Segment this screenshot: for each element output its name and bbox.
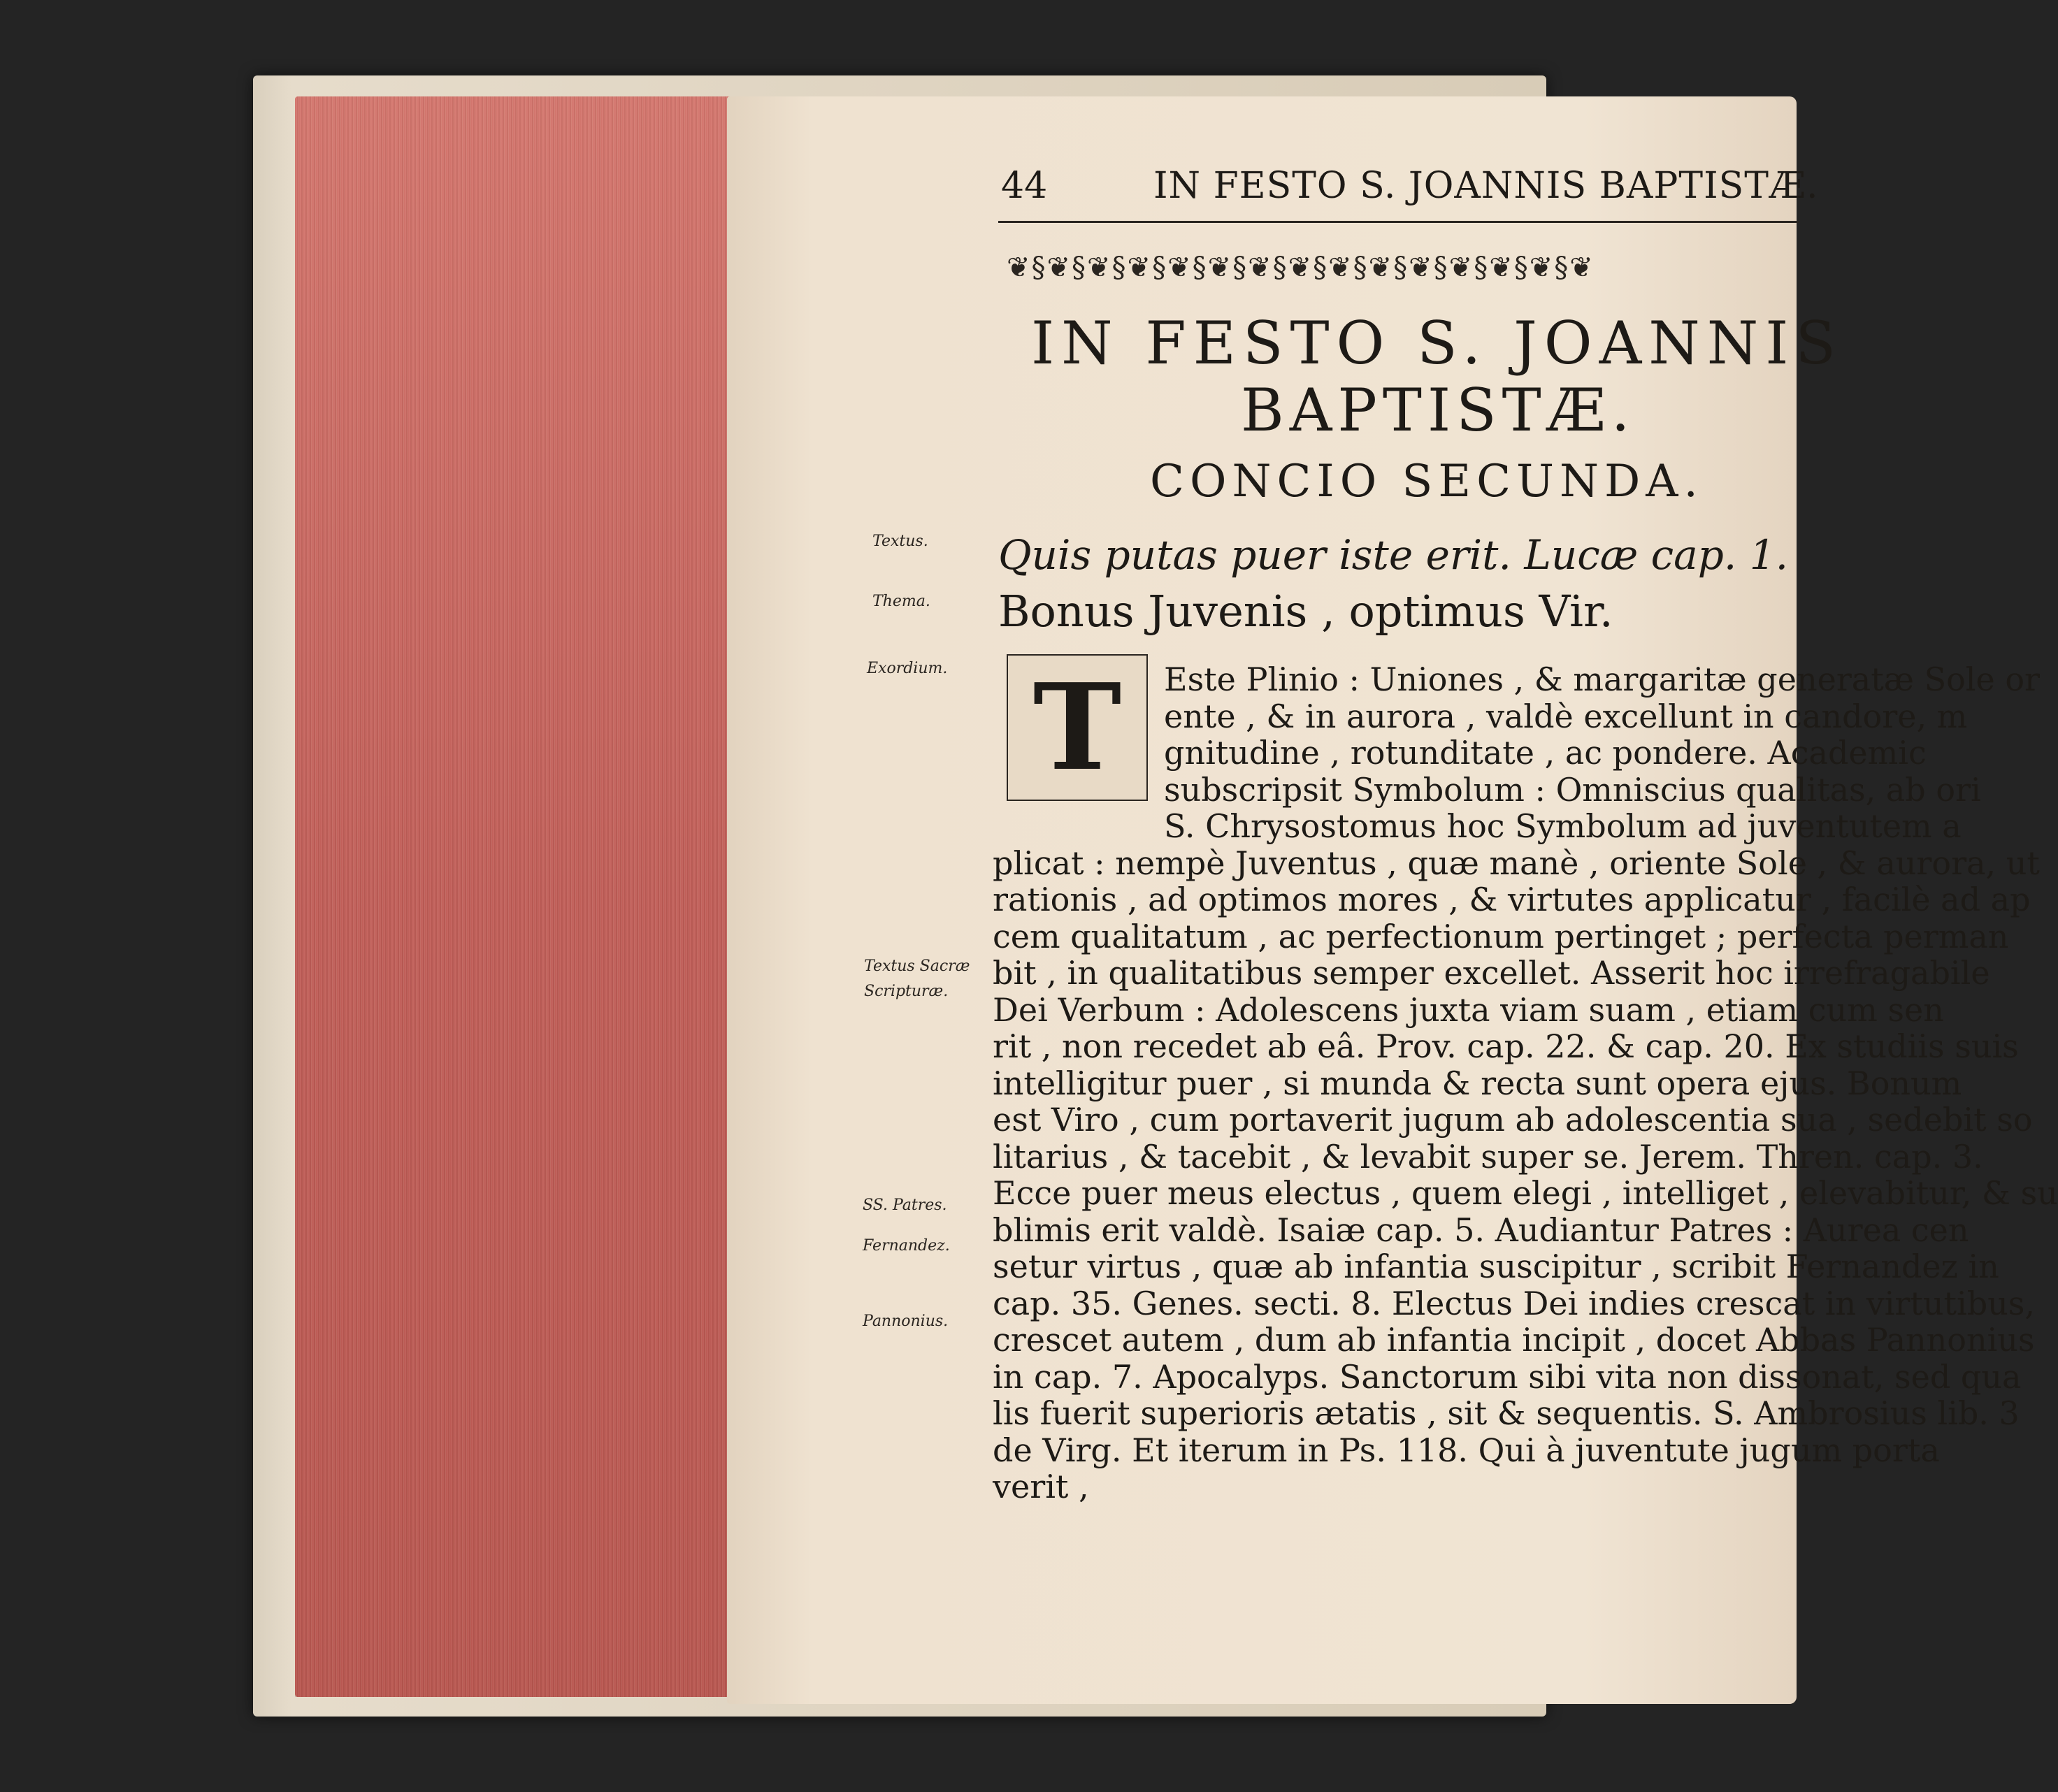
body-line: blimis erit valdè. Isaiæ cap. 5. Audiantur Patres : Aurea cen <box>993 1211 1969 1249</box>
subtitle: CONCIO SECUNDA. <box>1150 456 1704 507</box>
margin-note-scripturae: Scripturæ. <box>864 983 949 1000</box>
body-line: rit , non recedet ab eâ. Prov. cap. 22. & cap. 20. Ex studiis suis <box>993 1027 2019 1065</box>
thema-line: Bonus Juvenis , optimus Vir. <box>998 586 1613 637</box>
body-line: litarius , & tacebit , & levabit super se. Jerem. Thren. cap. 3. <box>993 1137 1983 1176</box>
margin-note-fernandez: Fernandez. <box>863 1237 950 1255</box>
title-line-1: IN FESTO S. JOANNIS <box>1031 309 1843 377</box>
margin-note-textus-sacrae: Textus Sacræ <box>864 958 970 975</box>
body-line: subscripsit Symbolum : Omniscius qualitas, ab ori <box>1164 770 1981 809</box>
body-line: crescet autem , dum ab infantia incipit , docet Abbas Pannonius <box>993 1321 2035 1359</box>
body-line: cap. 35. Genes. secti. 8. Electus Dei indies crescat in virtutibus, <box>993 1284 2036 1322</box>
body-line: Ecce puer meus electus , quem elegi , intelliget , elevabitur, & su <box>993 1174 2058 1212</box>
body-line: Dei Verbum : Adolescens juxta viam suam , etiam cum sen <box>993 990 1944 1029</box>
body-line: lis fuerit superioris ætatis , sit & sequentis. S. Ambrosius lib. 3 <box>993 1394 2020 1432</box>
margin-note-thema: Thema. <box>872 593 930 610</box>
body-line: est Viro , cum portaverit jugum ab adolescentia sua , sedebit so <box>993 1101 2033 1139</box>
body-line: cem qualitatum , ac perfectionum pertinget ; perfecta perman <box>993 917 2009 955</box>
body-line: plicat : nempè Juventus , quæ manè , oriente Sole , & aurora, ut <box>993 844 2040 882</box>
body-line: rationis , ad optimos mores , & virtutes applicatur , facilè ad ap <box>993 881 2031 918</box>
body-line: S. Chrysostomus hoc Symbolum ad juventutem a <box>1164 807 1962 845</box>
body-line: de Virg. Et iterum in Ps. 118. Qui à juventute jugum porta <box>993 1431 1940 1469</box>
body-line: in cap. 7. Apocalyps. Sanctorum sibi vita non dissonat, sed qua <box>993 1357 2022 1396</box>
page-edges-red <box>295 96 772 1697</box>
body-line: intelligitur puer , si munda & recta sunt opera ejus. Bonum <box>993 1064 1962 1102</box>
margin-note-ss-patres: SS. Patres. <box>863 1197 947 1214</box>
body-line: ente , & in aurora , valdè excellunt in candore, m <box>1164 697 1968 735</box>
textus-line: Quis putas puer iste erit. Lucæ cap. 1. <box>998 531 1789 579</box>
body-line: setur virtus , quæ ab infantia suscipitur , scribit Fernandez in <box>993 1248 1999 1285</box>
margin-note-exordium: Exordium. <box>867 660 948 677</box>
body-line: gnitudine , rotunditate , ac pondere. Academic <box>1164 734 1927 772</box>
running-title: IN FESTO S. JOANNIS BAPTISTÆ. <box>1153 165 1819 207</box>
margin-note-textus: Textus. <box>872 533 928 550</box>
header-rule <box>998 221 1799 223</box>
page-number: 44 <box>1001 165 1048 207</box>
body-line: Este Plinio : Uniones , & margaritæ generatæ Sole or <box>1164 660 2041 698</box>
ornament-band: ❦§❦§❦§❦§❦§❦§❦§❦§❦§❦§❦§❦§❦§❦§❦ <box>1007 252 1595 284</box>
decorated-initial <box>1007 654 1148 801</box>
body-line: bit , in qualitatibus semper excellet. Asserit hoc irrefragabile <box>993 954 1990 992</box>
title-line-2: BAPTISTÆ. <box>1241 376 1636 445</box>
body-line: verit , <box>993 1468 1089 1505</box>
initial-letter: T <box>1032 658 1122 797</box>
margin-note-pannonius: Pannonius. <box>863 1313 949 1330</box>
